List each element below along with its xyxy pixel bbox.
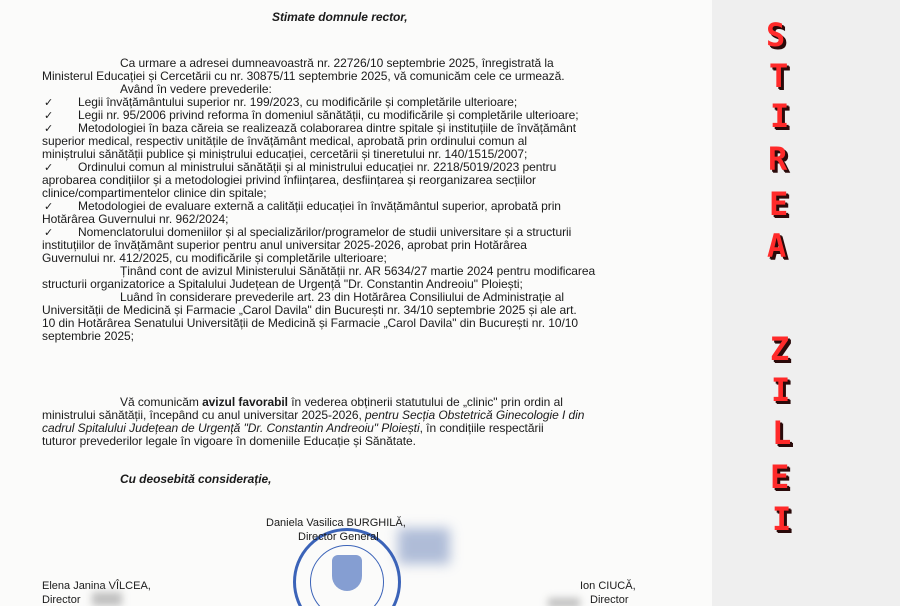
signatory-name: Ion CIUCĂ,	[580, 580, 636, 592]
favorable-opinion: avizul favorabil	[202, 395, 288, 409]
list-item: Nomenclatorului domeniilor și al specializărilor/programelor de studii universitare și a structurii	[78, 225, 572, 239]
banner-letter: Z	[770, 330, 790, 368]
text-run: ministrului sănătății, începând cu anul universitar 2025-2026,	[42, 408, 366, 422]
banner-letter: E	[769, 185, 789, 223]
stamp-crest-icon	[332, 555, 362, 591]
list-item: Metodologiei în baza căreia se realizează colaborarea dintre spitale și instituțiile de învățământ	[78, 121, 577, 135]
banner-letter: L	[772, 414, 792, 452]
list-item-cont: instituțiilor de învățământ superior pentru anul universitar 2025-2026, aprobat prin Hotărârea	[42, 238, 527, 252]
hospital-name: cadrul Spitalului Județean de Urgență "Dr. Constantin Andreoiu" Ploiești	[42, 421, 420, 435]
greeting: Stimate domnule rector,	[272, 10, 408, 24]
closing: Cu deosebită considerație,	[120, 472, 272, 486]
list-item: Metodologiei de evaluare externă a calității educației în învățământul superior, aprobată prin	[78, 199, 561, 213]
paragraph-line: 10 din Hotărârea Senatului Universității de Medicină și Farmacie „Carol Davila" din București nr. 10/10	[42, 316, 579, 330]
check-icon: ✓	[44, 201, 54, 213]
list-item-cont: Hotărârea Guvernului nr. 962/2024;	[42, 212, 229, 226]
signatory-role: Director General	[298, 531, 379, 543]
list-item-cont: miniștrului sănătății publice și miniștrului educației, cercetării și tineretului nr. 140/1515/2007;	[42, 147, 528, 161]
redaction-blur	[548, 598, 580, 606]
list-item-cont: aprobarea condițiilor și a metodologiei privind înființarea, desființarea și reorganizarea secțiilor	[42, 173, 536, 187]
paragraph-line: Ținând cont de avizul Ministerului Sănătății nr. AR 5634/27 martie 2024 pentru modificarea	[120, 264, 596, 278]
banner-letter: A	[767, 227, 787, 265]
signatory-name: Daniela Vasilica BURGHILĂ,	[266, 517, 406, 529]
text-run: Vă comunicăm	[120, 395, 203, 409]
list-item-cont: Guvernului nr. 412/2025, cu modificările și completările ulterioare;	[42, 251, 387, 265]
banner-letter: I	[772, 500, 792, 538]
list-item-cont: clinice/compartimentelor clinice din spitale;	[42, 186, 267, 200]
banner-letter: I	[771, 371, 791, 409]
approval-line: tuturor prevederilor legale în vigoare în domeniile Educație și Sănătate.	[42, 434, 416, 448]
signatory-role: Director	[42, 594, 81, 606]
paragraph-line: septembrie 2025;	[42, 329, 134, 343]
intro-line: Ca urmare a adresei dumneavoastră nr. 22726/10 septembrie 2025, înregistrată la	[120, 56, 554, 70]
section-name: pentru Secția Obstetrică Ginecologie I din	[365, 408, 585, 422]
banner-letter: S	[766, 16, 786, 54]
paragraph-line: Universității de Medicină și Farmacie „Carol Davila" din București nr. 34/10 septembrie 2025 și ale art.	[42, 303, 577, 317]
paragraph-line: Luând în considerare prevederile art. 23 din Hotărârea Consiliului de Administrație al	[120, 290, 564, 304]
text-run: , în condițiile respectării	[419, 421, 544, 435]
list-item-cont: superior medical, respectiv unitățile de învățământ medical, aprobată prin ordinului comun al	[42, 134, 527, 148]
list-item: Legii învățământului superior nr. 199/2023, cu modificările și completările ulterioare;	[78, 95, 518, 109]
paragraph-line: structurii organizatorice a Spitalului Județean de Urgență "Dr. Constantin Andreoiu" Ploiești;	[42, 277, 523, 291]
list-item: Ordinului comun al ministrului sănătății și al ministrului educației nr. 2218/5019/2023 pentru	[78, 160, 557, 174]
banner-letter: E	[770, 458, 790, 496]
text-run: în vederea obținerii statutului de „clinic" prin ordin al	[287, 395, 563, 409]
list-item: Legii nr. 95/2006 privind reforma în domeniul sănătății, cu modificările și completările ulterioare;	[78, 108, 579, 122]
banner-letter: I	[770, 97, 790, 135]
check-icon: ✓	[44, 110, 54, 122]
check-icon: ✓	[44, 123, 54, 135]
signatory-name: Elena Janina VÎLCEA,	[42, 580, 151, 592]
banner-letter: T	[769, 57, 789, 95]
check-icon: ✓	[44, 97, 54, 109]
signatory-role: Director	[590, 594, 629, 606]
redaction-blur	[398, 528, 450, 564]
intro-line: Ministerul Educației și Cercetării cu nr. 30875/11 septembrie 2025, vă comunicăm cele ce urmează.	[42, 69, 565, 83]
check-icon: ✓	[44, 162, 54, 174]
intro-line: Având în vedere prevederile:	[120, 82, 272, 96]
redaction-blur	[92, 592, 122, 606]
check-icon: ✓	[44, 227, 54, 239]
banner-letter: R	[768, 140, 788, 178]
stirea-zilei-banner	[712, 0, 900, 606]
